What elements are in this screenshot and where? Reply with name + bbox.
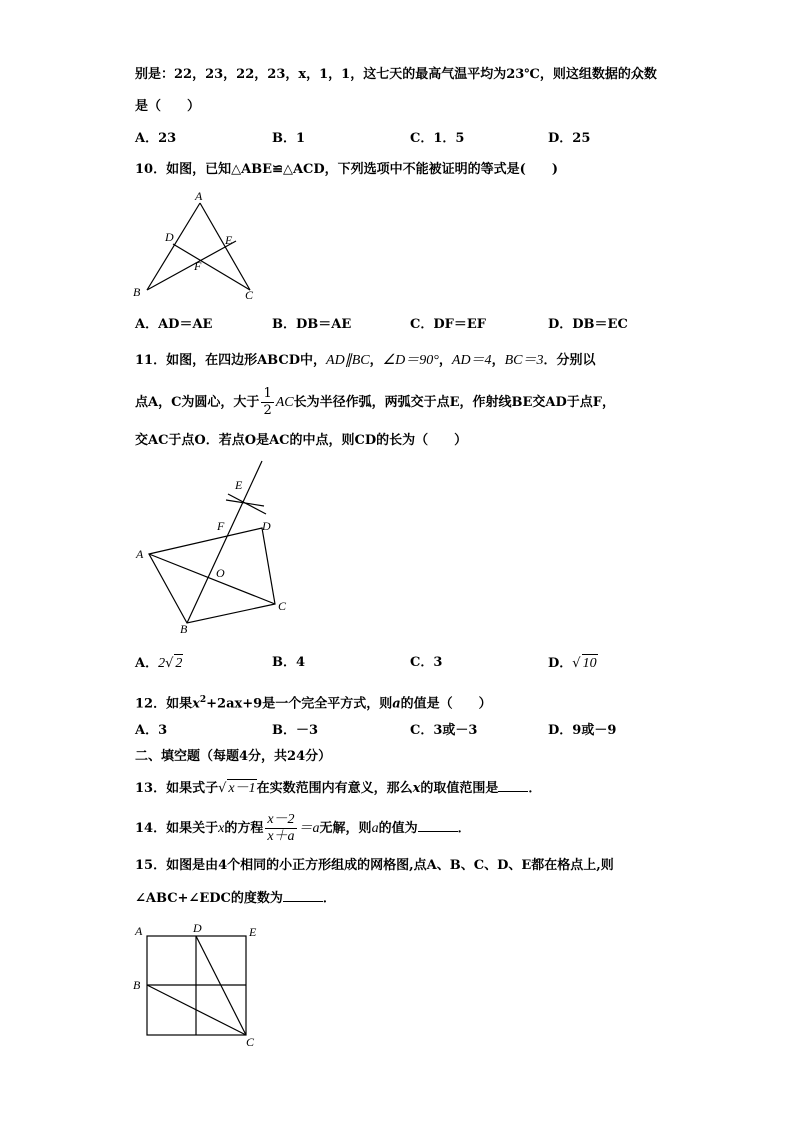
q14-fraction bbox=[265, 812, 296, 845]
q10-label-f: F bbox=[194, 259, 202, 273]
q11-label-b: B bbox=[180, 622, 188, 636]
q12-option-b: B．－3 bbox=[272, 723, 319, 738]
q11-option-c: C．3 bbox=[410, 655, 443, 670]
q9-option-c: C．1．5 bbox=[410, 131, 465, 146]
q9-option-b: B．1 bbox=[272, 131, 306, 146]
q12-text-c: 的值是（ ） bbox=[400, 696, 492, 712]
q10-option-d: D．DB＝EC bbox=[548, 317, 628, 332]
q14-stem bbox=[135, 812, 471, 846]
q10-label-e: E bbox=[225, 233, 233, 247]
q10-label-b: B bbox=[133, 285, 141, 299]
q12-option-a: A．3 bbox=[135, 723, 168, 738]
q13-text-d: ． bbox=[528, 781, 542, 796]
q11-frac-var: AC bbox=[275, 395, 294, 410]
q14-text-a: 14．如果关于 bbox=[135, 821, 219, 836]
q15-label-d: D bbox=[193, 921, 202, 935]
q11-option-d bbox=[548, 654, 598, 673]
q11-label-o: O bbox=[216, 566, 225, 580]
q11-quadrilateral-figure bbox=[130, 456, 300, 638]
q15-label-b: B bbox=[133, 978, 141, 992]
q11-sep3: ， bbox=[491, 353, 505, 368]
q12-expr-exponent: 2 bbox=[199, 695, 207, 705]
q11-option-b: B．4 bbox=[272, 655, 306, 670]
q14-text-d: 的值为 bbox=[378, 821, 418, 836]
q10-label-d: D bbox=[165, 230, 174, 244]
q14-text-c: 无解，则 bbox=[319, 821, 372, 836]
q9-option-a: A．23 bbox=[135, 131, 177, 146]
q15-text-end: ． bbox=[322, 891, 336, 906]
q15-label-c: C bbox=[246, 1035, 255, 1049]
q12-option-c: C．3或－3 bbox=[410, 723, 478, 738]
q11-sep1: ， bbox=[369, 353, 383, 368]
q15-grid-figure bbox=[130, 918, 270, 1050]
q15-label-e: E bbox=[249, 925, 257, 939]
q13-text-c: 的取值范围是 bbox=[420, 781, 499, 796]
q11-option-a bbox=[135, 654, 183, 673]
q15-text-2: ∠ABC+∠EDC的度数为 bbox=[135, 891, 283, 906]
q14-var-x: x bbox=[218, 821, 225, 836]
q11-stem-line2 bbox=[135, 386, 615, 419]
q9-stem-line1: 别是：22，23，22，23，x，1，1，这七天的最高气温平均为23℃，则这组数据的众数 bbox=[135, 67, 657, 82]
q11-label-c: C bbox=[278, 599, 287, 613]
q11-condition-bc: BC＝3 bbox=[504, 353, 544, 368]
q13-var-x: x bbox=[412, 781, 421, 796]
q13-text-b: 在实数范围内有意义，那么 bbox=[256, 781, 413, 796]
q11-option-d-radicand: 10 bbox=[582, 656, 597, 671]
q14-answer-blank[interactable] bbox=[418, 819, 458, 832]
sqrt-icon: √ bbox=[165, 656, 174, 671]
q9-stem-line2: 是（ ） bbox=[135, 99, 201, 114]
q11-option-a-coef: 2 bbox=[158, 656, 166, 671]
q15-answer-blank[interactable] bbox=[283, 889, 323, 902]
q12-expr-rest: +2ax+9 bbox=[206, 696, 263, 712]
q12-text-b: 是一个完全平方式，则 bbox=[262, 696, 393, 712]
q10-label-c: C bbox=[245, 288, 254, 302]
q13-text-a: 13．如果式子 bbox=[135, 781, 219, 796]
q10-label-a: A bbox=[195, 189, 203, 203]
q14-text-b: 的方程 bbox=[224, 821, 264, 836]
q11-text-1b: ．分别以 bbox=[543, 353, 596, 368]
q11-stem-line3: 交AC于点O．若点O是AC的中点，则CD的长为（ ） bbox=[135, 433, 468, 448]
q10-stem: 10．如图，已知△ABE≌△ACD，下列选项中不能被证明的等式是( ) bbox=[135, 162, 558, 177]
q15-label-a: A bbox=[135, 924, 143, 938]
q11-label-a: A bbox=[136, 547, 144, 561]
q11-label-e: E bbox=[235, 478, 243, 492]
q11-condition-ad: AD＝4 bbox=[451, 353, 492, 368]
q11-fraction bbox=[261, 386, 273, 419]
sqrt-icon: √ bbox=[572, 656, 581, 671]
q11-option-a-prefix: A． bbox=[135, 656, 159, 671]
q11-option-d-prefix: D． bbox=[548, 656, 573, 671]
q11-stem-line1 bbox=[135, 352, 595, 370]
q11-option-a-radicand: 2 bbox=[175, 656, 183, 671]
q11-frac-num: 1 bbox=[263, 386, 272, 401]
q15-stem-line1: 15．如图是由4个相同的小正方形组成的网格图,点A、B、C、D、E都在格点上,则 bbox=[135, 858, 614, 873]
q10-option-c: C．DF＝EF bbox=[410, 317, 486, 332]
q14-text-e: ． bbox=[457, 821, 471, 836]
q13-radicand: x－1 bbox=[228, 781, 256, 796]
q11-text-2a: 点A，C为圆心，大于 bbox=[135, 395, 260, 410]
q15-stem-line2 bbox=[135, 889, 336, 908]
q14-frac-num: x－2 bbox=[267, 812, 295, 827]
q12-stem bbox=[135, 691, 492, 713]
q10-option-a: A．AD＝AE bbox=[135, 317, 213, 332]
q11-frac-den: 2 bbox=[263, 403, 272, 418]
q12-expr-x: x bbox=[192, 696, 200, 712]
q14-equals-a: ＝a bbox=[298, 821, 320, 836]
q11-text-1a: 11．如图，在四边形ABCD中， bbox=[135, 353, 327, 368]
q12-text-a: 12．如果 bbox=[135, 696, 193, 712]
sqrt-icon: √ bbox=[218, 781, 227, 796]
q11-condition-angle: ∠D＝90° bbox=[382, 353, 439, 368]
q11-condition-parallel: AD∥BC bbox=[326, 353, 370, 368]
q14-frac-den: x＋a bbox=[267, 829, 295, 844]
q12-option-d: D．9或－9 bbox=[548, 723, 617, 738]
q11-text-2b: 长为半径作弧，两弧交于点E，作射线BE交AD于点F， bbox=[293, 395, 616, 410]
q12-var-a: a bbox=[392, 696, 401, 712]
q10-triangle-figure bbox=[128, 186, 268, 304]
q9-option-d: D．25 bbox=[548, 131, 591, 146]
q10-option-b: B．DB＝AE bbox=[272, 317, 352, 332]
section-heading-fill-in: 二、填空题（每题4分，共24分） bbox=[135, 749, 332, 764]
q11-label-f: F bbox=[217, 519, 225, 533]
q11-label-d: D bbox=[262, 519, 271, 533]
q11-sep2: ， bbox=[438, 353, 452, 368]
q13-answer-blank[interactable] bbox=[498, 779, 528, 792]
q13-stem bbox=[135, 779, 541, 798]
q14-var-a: a bbox=[371, 821, 379, 836]
